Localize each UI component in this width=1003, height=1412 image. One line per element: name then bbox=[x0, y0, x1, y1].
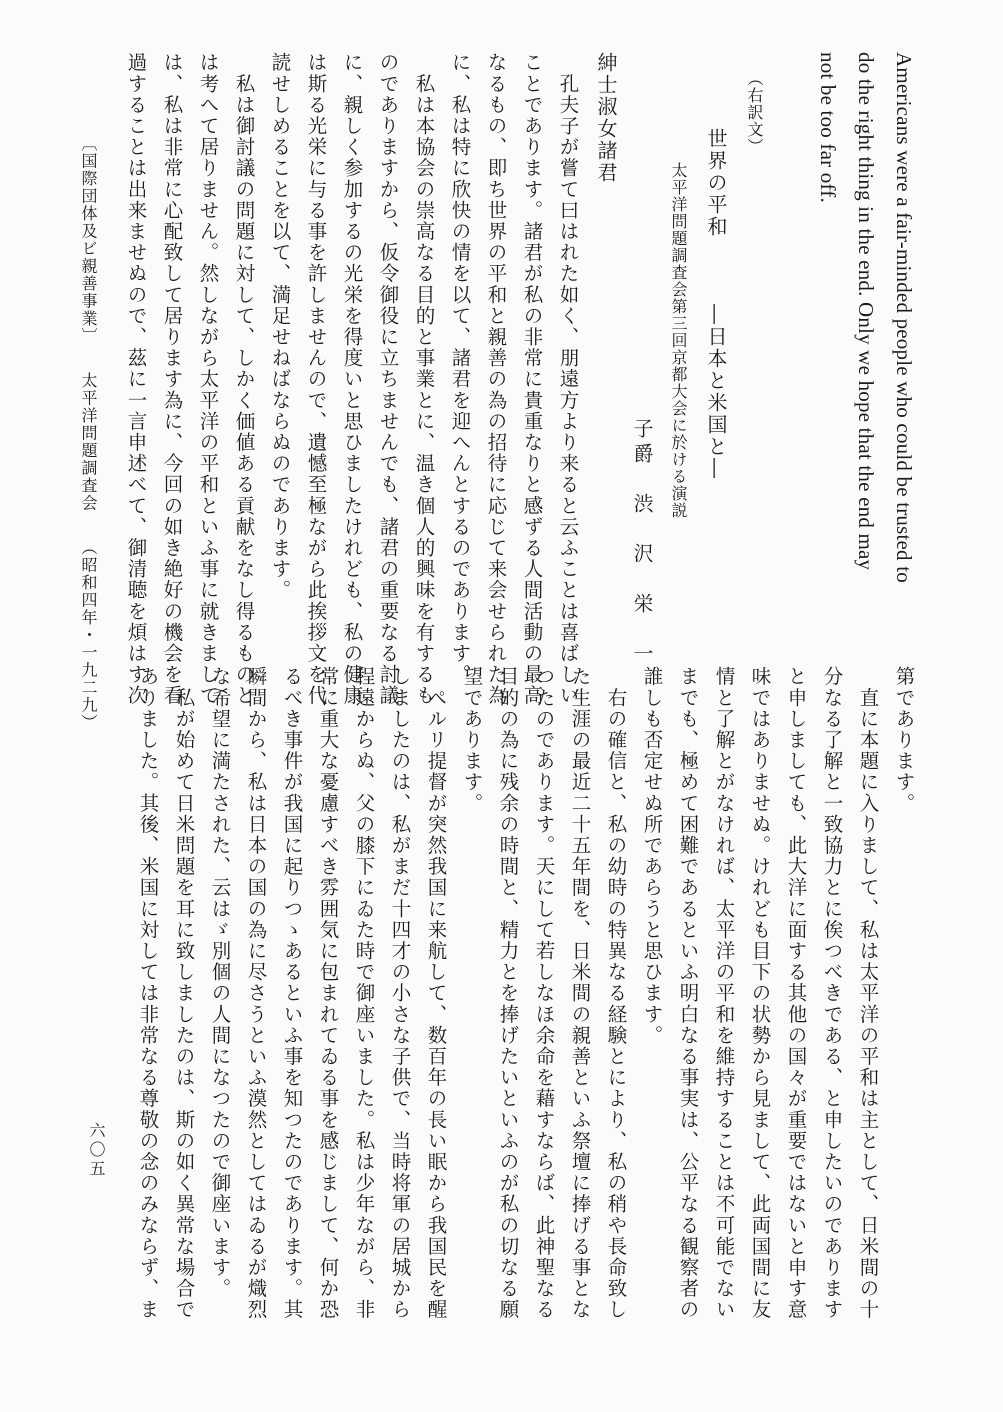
top-body-line-13: 過することは出来ませぬので、茲に一言申述べて、御清聴を煩はす次 bbox=[124, 52, 148, 707]
bottom-body-line-1: 第であります。 bbox=[892, 666, 916, 814]
speech-author: 子爵 渋 沢 栄 一 bbox=[630, 418, 654, 668]
top-body-line-12: は、私は非常に心配致して居ります為に、今回の如き絶好の機会を看 bbox=[160, 52, 184, 707]
bottom-body-line-11: つたのであります。天にして若しなほ余命を藉すならば、此神聖なる bbox=[532, 666, 556, 1321]
english-line-3: not be too far off. bbox=[816, 52, 840, 203]
top-body-line-4: に、私は特に欣快の情を以て、諸君を迎へんとするのであります。 bbox=[448, 52, 472, 685]
top-body-line-11: は考へて居りません。然しながら太平洋の平和といふ事に就きまして bbox=[196, 52, 220, 707]
bottom-body-line-15: しましたのは、私がまだ十四才の小さな子供で、当時将軍の居城から bbox=[388, 666, 412, 1321]
bottom-body-line-8: 誰しも否定せぬ所であらうと思ひます。 bbox=[640, 666, 664, 1046]
top-body-line-7: に、親しく参加するの光栄を得度いと思ひましたけれども、私の健康 bbox=[340, 52, 364, 707]
bottom-body-line-14: ペルリ提督が突然我国に来航して、数百年の長い眠から我国民を醒 bbox=[424, 666, 448, 1321]
bottom-body-line-10: た生涯の最近二十五年間を、日米間の親善といふ祭壇に捧げる事とな bbox=[568, 666, 592, 1321]
english-line-1: Americans were a fair-minded people who could be trusted to bbox=[892, 52, 916, 583]
bottom-body-line-18: るべき事件が我国に起りつゝあるといふ事を知つたのであります。其 bbox=[280, 666, 304, 1321]
bottom-body-line-19: 瞬間から、私は日本の国の為に尽さうといふ漠然としてはゐるが熾烈 bbox=[244, 666, 268, 1321]
english-line-2: do the right thing in the end. Only we hope that the end may bbox=[854, 52, 878, 571]
bottom-body-line-20: な希望に満たされた、云はゞ別個の人間になつたので御座います。 bbox=[208, 666, 232, 1299]
bottom-body-line-5: 味ではありませぬ。けれども目下の状勢から見まして、此両国間に友 bbox=[748, 666, 772, 1321]
bottom-body-line-22: ありました。其後、米国に対しては非常なる尊敬の念のみならず、ま bbox=[136, 666, 160, 1321]
bottom-body-line-2: 直に本題に入りまして、私は太平洋の平和は主として、日米間の十 bbox=[856, 666, 880, 1321]
bottom-body-line-6: 情と了解とがなければ、太平洋の平和を維持することは不可能でない bbox=[712, 666, 736, 1321]
page-footer: 〔国際団体及ビ親善事業〕 太平洋問題調査会 （昭和四年・一九二九） bbox=[79, 135, 98, 732]
bottom-body-line-13: 望であります。 bbox=[460, 666, 484, 814]
bottom-body-line-12: 目的の為に残余の時間と、精力とを捧げたいといふのが私の切なる願 bbox=[496, 666, 520, 1321]
bottom-body-line-9: 右の確信と、私の幼時の特異なる経験とにより、私の稍や長命致し bbox=[604, 666, 628, 1321]
speech-subtitle: 太平洋問題調査会第三回京都大会に於ける演説 bbox=[669, 162, 688, 519]
top-body-line-5: 私は本協会の崇高なる目的と事業とに、温き個人的興味を有するも bbox=[412, 52, 436, 707]
top-body-line-2: ことであります。諸君が私の非常に貴重なりと感ずる人間活動の最高 bbox=[520, 52, 544, 707]
bottom-body-line-7: までも、極めて困難であるといふ明白なる事実は、公平なる観察者の bbox=[676, 666, 700, 1321]
greeting: 紳士淑女諸君 bbox=[594, 52, 618, 184]
page-number: 六〇五 bbox=[87, 1122, 106, 1179]
bottom-body-line-3: 分なる了解と一致協力とに俟つべきである、と申したいのであります bbox=[820, 666, 844, 1321]
bottom-body-line-21: 私が始めて日米問題を耳に致しましたのは、斯の如く異常な場合で bbox=[172, 666, 196, 1321]
top-body-line-8: は斯る光栄に与る事を許しませんので、遺憾至極ながら此挨拶文を代 bbox=[304, 52, 328, 707]
bottom-body-line-16: 程遠からぬ、父の膝下にゐた時で御座いました。私は少年ながら、非 bbox=[352, 666, 376, 1321]
top-body-line-10: 私は御討議の問題に対して、しかく価値ある貢献をなし得るものと bbox=[232, 52, 256, 707]
top-body-line-3: なるもの、即ち世界の平和と親善の為の招待に応じて来会せられた為 bbox=[484, 52, 508, 707]
top-body-line-6: のでありますから、仮令御役に立ちませんでも、諸君の重要なる討議 bbox=[376, 52, 400, 707]
bottom-body-line-4: と申しましても、此大洋に面する其他の国々が重要ではないと申す意 bbox=[784, 666, 808, 1321]
translation-note: （右訳文） bbox=[745, 70, 764, 155]
top-body-line-9: 読せしめることを以て、満足せねばならぬのであります。 bbox=[268, 52, 292, 601]
bottom-body-line-17: 常に重大な憂慮すべき雰囲気に包まれてゐる事を感じまして、何か恐 bbox=[316, 666, 340, 1321]
top-body-line-1: 孔夫子が嘗て曰はれた如く、朋遠方より来ると云ふことは喜ばしい bbox=[556, 52, 580, 707]
speech-title: 世界の平和 ―日本と米国と― bbox=[704, 128, 728, 480]
